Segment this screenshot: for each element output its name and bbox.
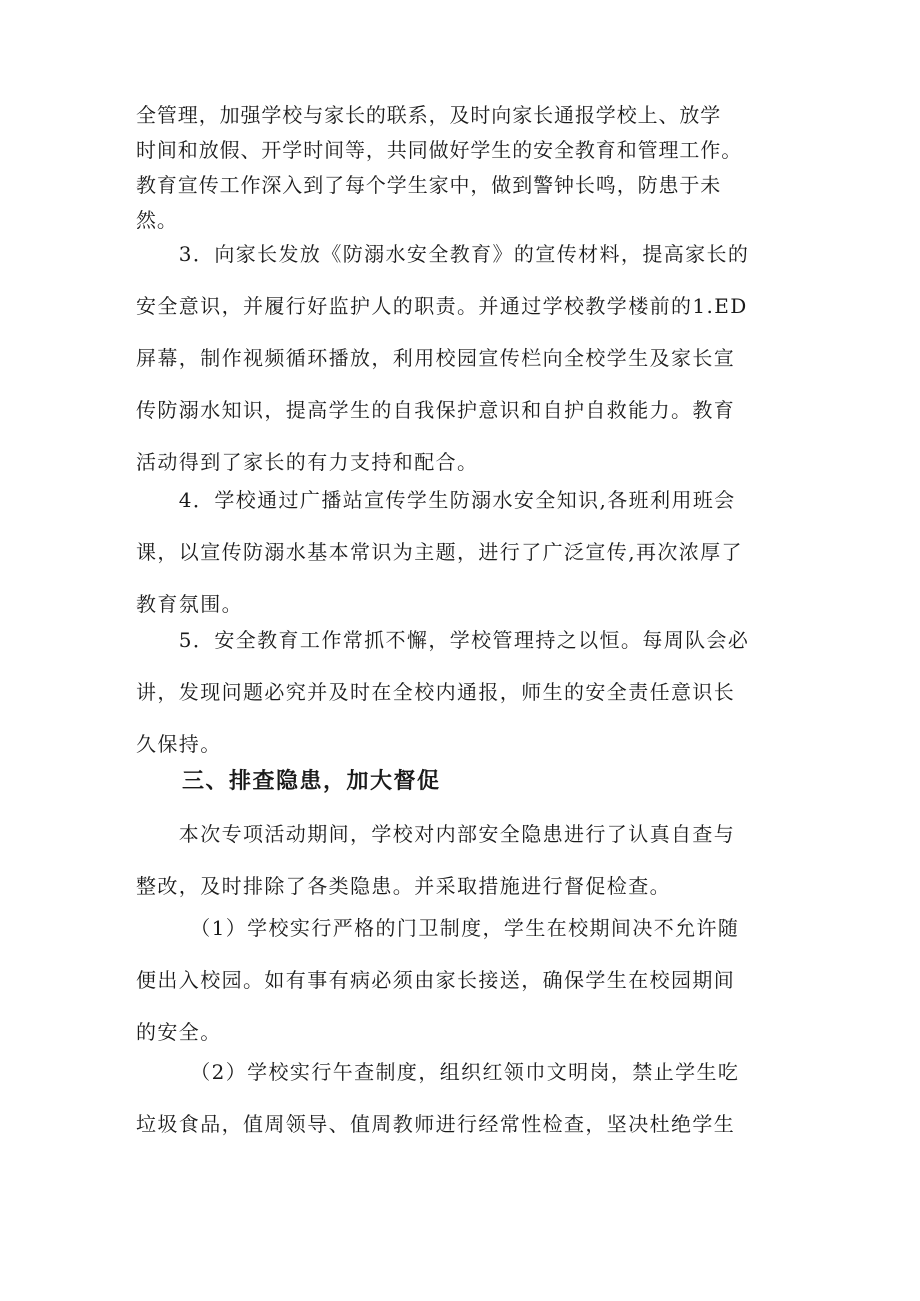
section-heading: 三、排查隐患，加大督促 (182, 769, 441, 794)
list-item-3: 3．向家长发放《防溺水安全教育》的宣传材料，提高家长的 安全意识，并履行好监护人的职责。并通过学校教学楼前的1.ED 屏幕，制作视频循环播放，利用校园宣传栏向全校学生及家长宣 传防溺水知识，提高学生的自我保护意识和自护自救能力。教育 活动得到了家长的有力支持和配合。 (136, 242, 750, 474)
sub-item-2: （2）学校实行午查制度，组织红领巾文明岗，禁止学生吃 垃圾食品，值周领导、值周教师进行经常性检查，坚决杜绝学生 (136, 1060, 740, 1136)
section-intro-paragraph: 本次专项活动期间，学校对内部安全隐患进行了认真自查与 整改，及时排除了各类隐患。并采取措施进行督促检查。 (136, 822, 736, 898)
list-item-4: 4．学校通过广播站宣传学生防溺水安全知识,各班利用班会 课，以宣传防溺水基本常识为主题，进行了广泛宣传,再次浓厚了 教育氛围。 (136, 488, 743, 616)
sub-item-1: （1）学校实行严格的门卫制度，学生在校期间决不允许随 便出入校园。如有事有病必须由家长接送，确保学生在校园期间 的安全。 (136, 916, 740, 1044)
intro-paragraph: 全管理，加强学校与家长的联系，及时向家长通报学校上、放学 时间和放假、开学时间等，共同做好学生的安全教育和管理工作。 教育宣传工作深入到了每个学生家中，做到警钟长鸣，防患于未 然。 (136, 103, 743, 232)
list-item-5: 5．安全教育工作常抓不懈，学校管理持之以恒。每周队会必 讲，发现问题必究并及时在全校内通报，师生的安全责任意识长 久保持。 (136, 628, 750, 756)
